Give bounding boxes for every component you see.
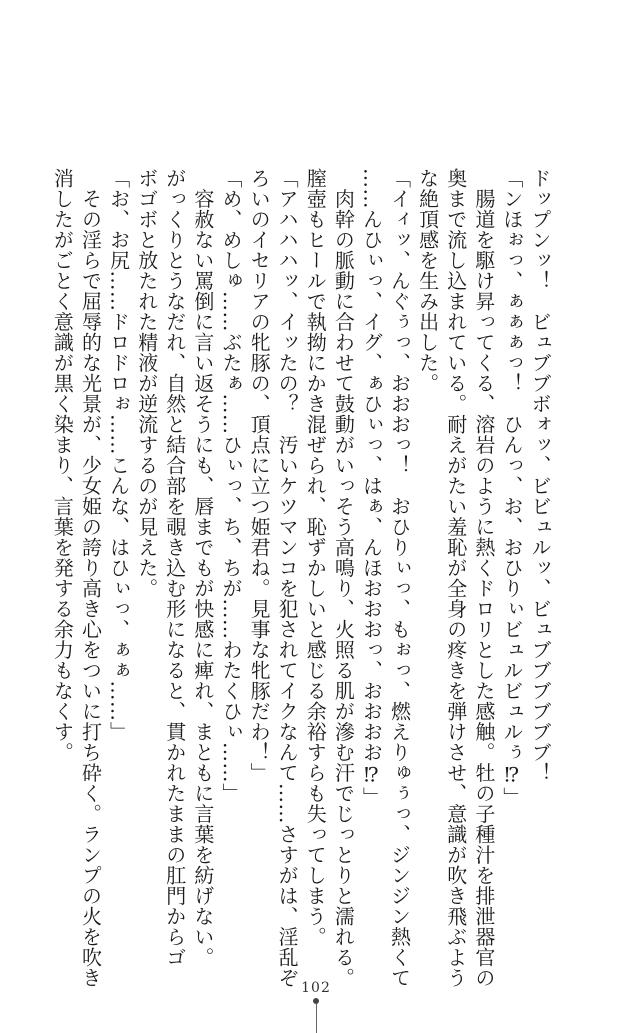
text-line: ドップンッ！ ビュブブボォッ、ビビュルッ、ビュブブブブブブ！	[528, 168, 552, 783]
text-line: ろいのイセリアの牝豚の、頂点に立つ姫君ね。見事な牝豚だわ！」	[247, 168, 272, 783]
text-line: な絶頂感を生み出した。	[415, 168, 440, 394]
text-line: 「め、めしゅ……ぶたぁ……ひぃっ、ち、ちが……わたくひぃ……」	[218, 168, 243, 804]
text-line: 「お、お尻……ドロドロぉ……こんな、はひぃっ、ぁぁ……」	[106, 168, 131, 742]
text-line: 奥まで流し込まれている。耐えがたい羞恥が全身の疼きを弾けさせ、意識が吹き飛ぶよう	[443, 168, 468, 988]
text-line: 「アハハハッ、イッたの？ 汚いケツマンコを犯されてイクなんて……さすがは、淫乱ぞ	[275, 168, 300, 988]
page-number: 102	[301, 980, 331, 996]
text-line: 「イィッ、んぐぅっ、おおおっ！ おひりぃっ、もぉっ、燃えりゅぅっ、ジンジン熱くて	[387, 168, 412, 988]
text-line: がっくりとうなだれ、自然と結合部を覗き込む形になると、貫かれたままの肛門からゴ	[162, 168, 187, 968]
text-line: 腸道を駆け昇ってくる、溶岩のように熱くドロリとした感触。牡の子種汁を排泄器官の	[471, 168, 496, 988]
page-marker-line	[316, 1004, 317, 1033]
text-line: 膣壺もヒールで執拗にかき混ぜられ、恥ずかしいと感じる余裕すらも失ってしまう。	[303, 168, 328, 947]
text-line: その淫らで屈辱的な光景が、少女姫の誇り高き心をついに打ち砕く。ランプの火を吹き	[78, 168, 103, 988]
text-line: ボゴボと放たれた精液が逆流するのが見えた。	[134, 168, 159, 599]
text-line: ……んひぃっ、イグ、ぁひぃっ、はぁ、んほおおおっ、おおおお⁉」	[359, 168, 384, 808]
text-line: 消したがごとく意識が黒く染まり、言葉を発する余力もなくす。	[50, 168, 75, 763]
text-line: 肉幹の脈動に合わせて鼓動がいっそう高鳴り、火照る肌が滲む汗でじっとりと濡れる。	[331, 168, 356, 988]
text-line: 「ンほぉっ、ぁぁぁっ！ ひんっ、お、おひりぃビュルビュルぅ⁉」	[499, 168, 524, 808]
text-line: 容赦ない罵倒に言い返そうにも、唇までもが快感に痺れ、まともに言葉を紡げない。	[190, 168, 215, 968]
